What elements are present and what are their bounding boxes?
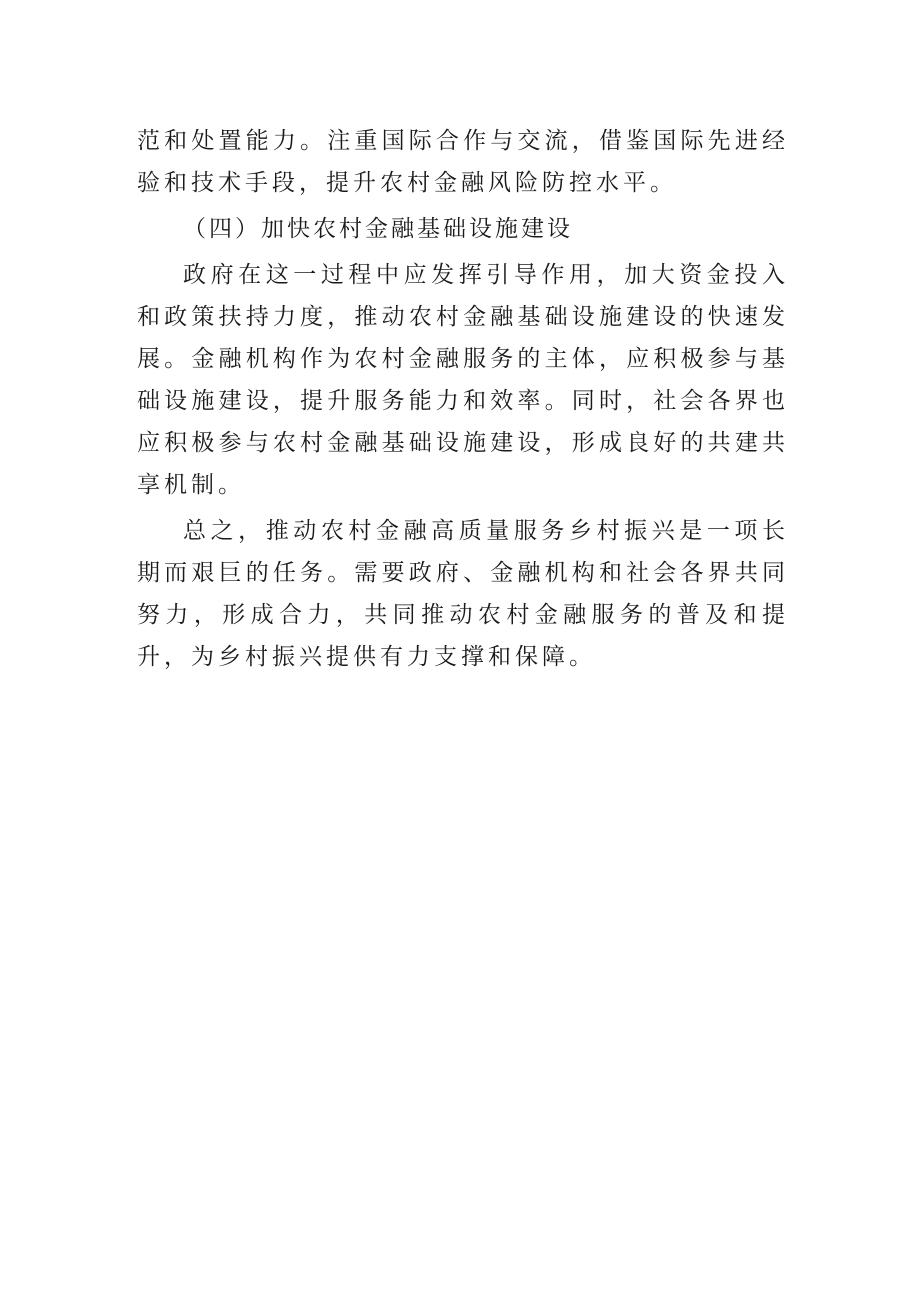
paragraph-conclusion: 总之，推动农村金融高质量服务乡村振兴是一项长期而艰巨的任务。需要政府、金融机构和社会各界共同努力，形成合力，共同推动农村金融服务的普及和提升，为乡村振兴提供有力支撑和保障。 [137, 518, 789, 670]
paragraph-continuation: 范和处置能力。注重国际合作与交流，借鉴国际先进经验和技术手段，提升农村金融风险防控水平。 [137, 128, 789, 196]
document-body [137, 120, 789, 682]
section-heading: （四）加快农村金融基础设施建设 [183, 216, 573, 242]
paragraph-infrastructure: 政府在这一过程中应发挥引导作用，加大资金投入和政策扶持力度，推动农村金融基础设施建设的快速发展。金融机构作为农村金融服务的主体，应积极参与基础设施建设，提升服务能力和效率。同时，社会各界也应积极参与农村金融基础设施建设，形成良好的共建共享机制。 [137, 262, 789, 498]
